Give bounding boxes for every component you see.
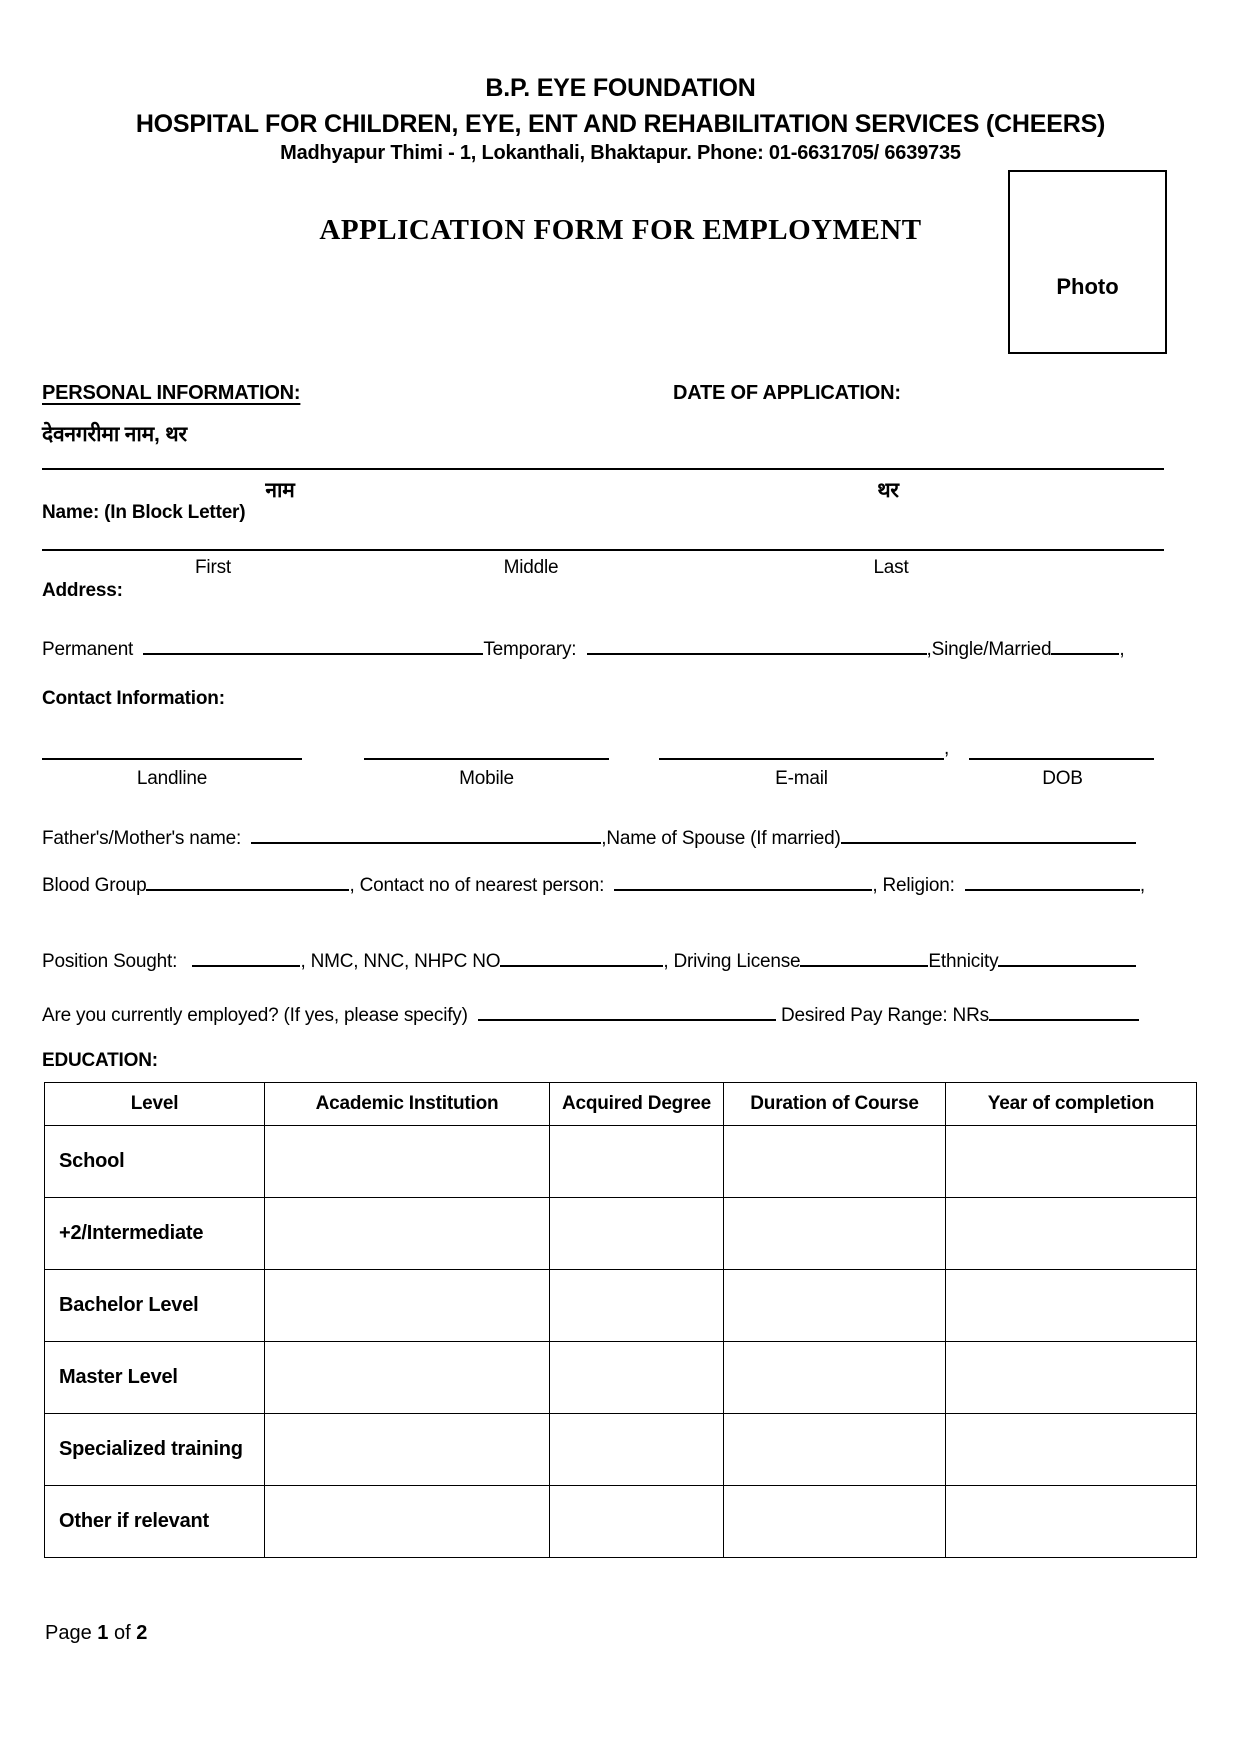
- position-sought-field[interactable]: [192, 948, 300, 967]
- email-label: E-mail: [775, 768, 828, 789]
- currently-employed-field[interactable]: [478, 1002, 776, 1021]
- education-cell[interactable]: [550, 1342, 724, 1414]
- page-word: Page: [45, 1622, 92, 1644]
- education-cell[interactable]: [550, 1198, 724, 1270]
- column-header-acquired-degree: Acquired Degree: [550, 1083, 724, 1126]
- driving-license-field[interactable]: [800, 948, 928, 967]
- table-row-master: [45, 1342, 1197, 1414]
- single-married-comma: ,: [1119, 639, 1125, 660]
- education-cell[interactable]: [550, 1270, 724, 1342]
- education-cell[interactable]: [724, 1414, 946, 1486]
- education-cell[interactable]: [265, 1126, 550, 1198]
- row-label-specialized-training: Specialized training: [45, 1414, 265, 1486]
- education-cell[interactable]: [946, 1414, 1197, 1486]
- dob-field[interactable]: [969, 741, 1154, 760]
- nearest-person-label: , Contact no of nearest person:: [349, 875, 605, 896]
- temporary-address-field[interactable]: [587, 636, 927, 655]
- education-cell[interactable]: [724, 1126, 946, 1198]
- org-subtitle: HOSPITAL FOR CHILDREN, EYE, ENT AND REHABILITATION SERVICES (CHEERS): [135, 110, 1106, 138]
- education-cell[interactable]: [946, 1270, 1197, 1342]
- column-header-year-of-completion: Year of completion: [946, 1083, 1197, 1126]
- row-label-other: Other if relevant: [45, 1486, 265, 1558]
- education-cell[interactable]: [265, 1342, 550, 1414]
- page-total: 2: [136, 1622, 148, 1644]
- date-of-application-heading: DATE OF APPLICATION:: [673, 382, 901, 404]
- mobile-label: Mobile: [459, 768, 514, 789]
- nearest-person-field[interactable]: [614, 872, 872, 891]
- marital-status-field[interactable]: [1051, 636, 1119, 655]
- landline-label: Landline: [136, 768, 208, 789]
- org-name: B.P. EYE FOUNDATION: [485, 74, 756, 102]
- landline-field[interactable]: [42, 741, 302, 760]
- education-cell[interactable]: [724, 1486, 946, 1558]
- dob-label: DOB: [1042, 768, 1083, 789]
- table-row-intermediate: [45, 1198, 1197, 1270]
- religion-field[interactable]: [965, 872, 1140, 891]
- education-cell[interactable]: [265, 1486, 550, 1558]
- registration-number-field[interactable]: [500, 948, 663, 967]
- religion-comma: ,: [1139, 875, 1145, 896]
- column-header-academic-institution: Academic Institution: [265, 1083, 550, 1126]
- education-cell[interactable]: [550, 1126, 724, 1198]
- position-sought-label: Position Sought:: [42, 951, 178, 972]
- row-label-intermediate: +2/Intermediate: [45, 1198, 265, 1270]
- desired-pay-label: Desired Pay Range: NRs: [781, 1005, 989, 1026]
- education-cell[interactable]: [550, 1486, 724, 1558]
- registration-number-label: , NMC, NNC, NHPC NO: [300, 951, 501, 972]
- temporary-address-label: Temporary:: [483, 639, 577, 660]
- education-cell[interactable]: [946, 1126, 1197, 1198]
- first-name-label: First: [195, 557, 231, 578]
- contact-information-heading: Contact Information:: [42, 688, 225, 709]
- devanagari-name-field[interactable]: [42, 468, 1164, 470]
- education-cell[interactable]: [946, 1486, 1197, 1558]
- education-cell[interactable]: [946, 1342, 1197, 1414]
- spouse-name-label: ,Name of Spouse (If married): [601, 828, 841, 849]
- column-header-duration-of-course: Duration of Course: [724, 1083, 946, 1126]
- religion-label: , Religion:: [872, 875, 955, 896]
- education-table: [44, 1082, 1197, 1558]
- spouse-name-field[interactable]: [841, 825, 1136, 844]
- page-number: 1: [97, 1622, 109, 1644]
- education-cell[interactable]: [550, 1414, 724, 1486]
- education-cell[interactable]: [265, 1414, 550, 1486]
- education-cell[interactable]: [946, 1198, 1197, 1270]
- ethnicity-label: Ethnicity: [928, 951, 999, 972]
- block-letter-name-field[interactable]: [42, 549, 1164, 551]
- blood-group-label: Blood Group: [42, 875, 147, 896]
- mobile-field[interactable]: [364, 741, 609, 760]
- permanent-address-label: Permanent: [42, 639, 134, 660]
- table-row-other: [45, 1486, 1197, 1558]
- blood-group-field[interactable]: [146, 872, 349, 891]
- education-header-row: [45, 1083, 1197, 1126]
- row-label-school: School: [45, 1126, 265, 1198]
- photo-box[interactable]: [1008, 170, 1167, 354]
- row-label-bachelor: Bachelor Level: [45, 1270, 265, 1342]
- table-row-bachelor: [45, 1270, 1197, 1342]
- single-married-label: ,Single/Married: [926, 639, 1052, 660]
- org-address-phone: Madhyapur Thimi - 1, Lokanthali, Bhaktapur. Phone: 01-6631705/ 6639735: [280, 142, 961, 164]
- photo-label: Photo: [1056, 274, 1119, 299]
- of-word: of: [113, 1622, 131, 1644]
- row-label-master: Master Level: [45, 1342, 265, 1414]
- table-row-school: [45, 1126, 1197, 1198]
- page-footer: [45, 1622, 147, 1645]
- middle-name-label: Middle: [503, 557, 559, 578]
- permanent-address-field[interactable]: [143, 636, 483, 655]
- desired-pay-field[interactable]: [989, 1002, 1139, 1021]
- email-row-comma: ,: [944, 738, 950, 759]
- parents-name-label: Father's/Mother's name:: [42, 828, 242, 849]
- driving-license-label: , Driving License: [663, 951, 801, 972]
- education-cell[interactable]: [724, 1270, 946, 1342]
- last-name-label: Last: [873, 557, 909, 578]
- email-field[interactable]: [659, 741, 944, 760]
- currently-employed-label: Are you currently employed? (If yes, please specify): [42, 1005, 468, 1026]
- address-heading: Address:: [42, 580, 123, 601]
- education-heading: EDUCATION:: [42, 1050, 158, 1071]
- education-cell[interactable]: [724, 1342, 946, 1414]
- table-row-specialized-training: [45, 1414, 1197, 1486]
- personal-information-heading: PERSONAL INFORMATION:: [42, 382, 301, 404]
- education-cell[interactable]: [265, 1270, 550, 1342]
- devanagari-first-name-label: नाम: [265, 479, 295, 502]
- devanagari-name-prompt: देवनगरीमा नाम, थर: [42, 423, 187, 446]
- name-heading: Name: (In Block Letter): [42, 502, 246, 523]
- form-title: APPLICATION FORM FOR EMPLOYMENT: [319, 214, 922, 246]
- ethnicity-field[interactable]: [998, 948, 1136, 967]
- column-header-level: Level: [45, 1083, 265, 1126]
- education-cell[interactable]: [265, 1198, 550, 1270]
- education-cell[interactable]: [724, 1198, 946, 1270]
- devanagari-surname-label: थर: [877, 479, 899, 502]
- parents-name-field[interactable]: [251, 825, 601, 844]
